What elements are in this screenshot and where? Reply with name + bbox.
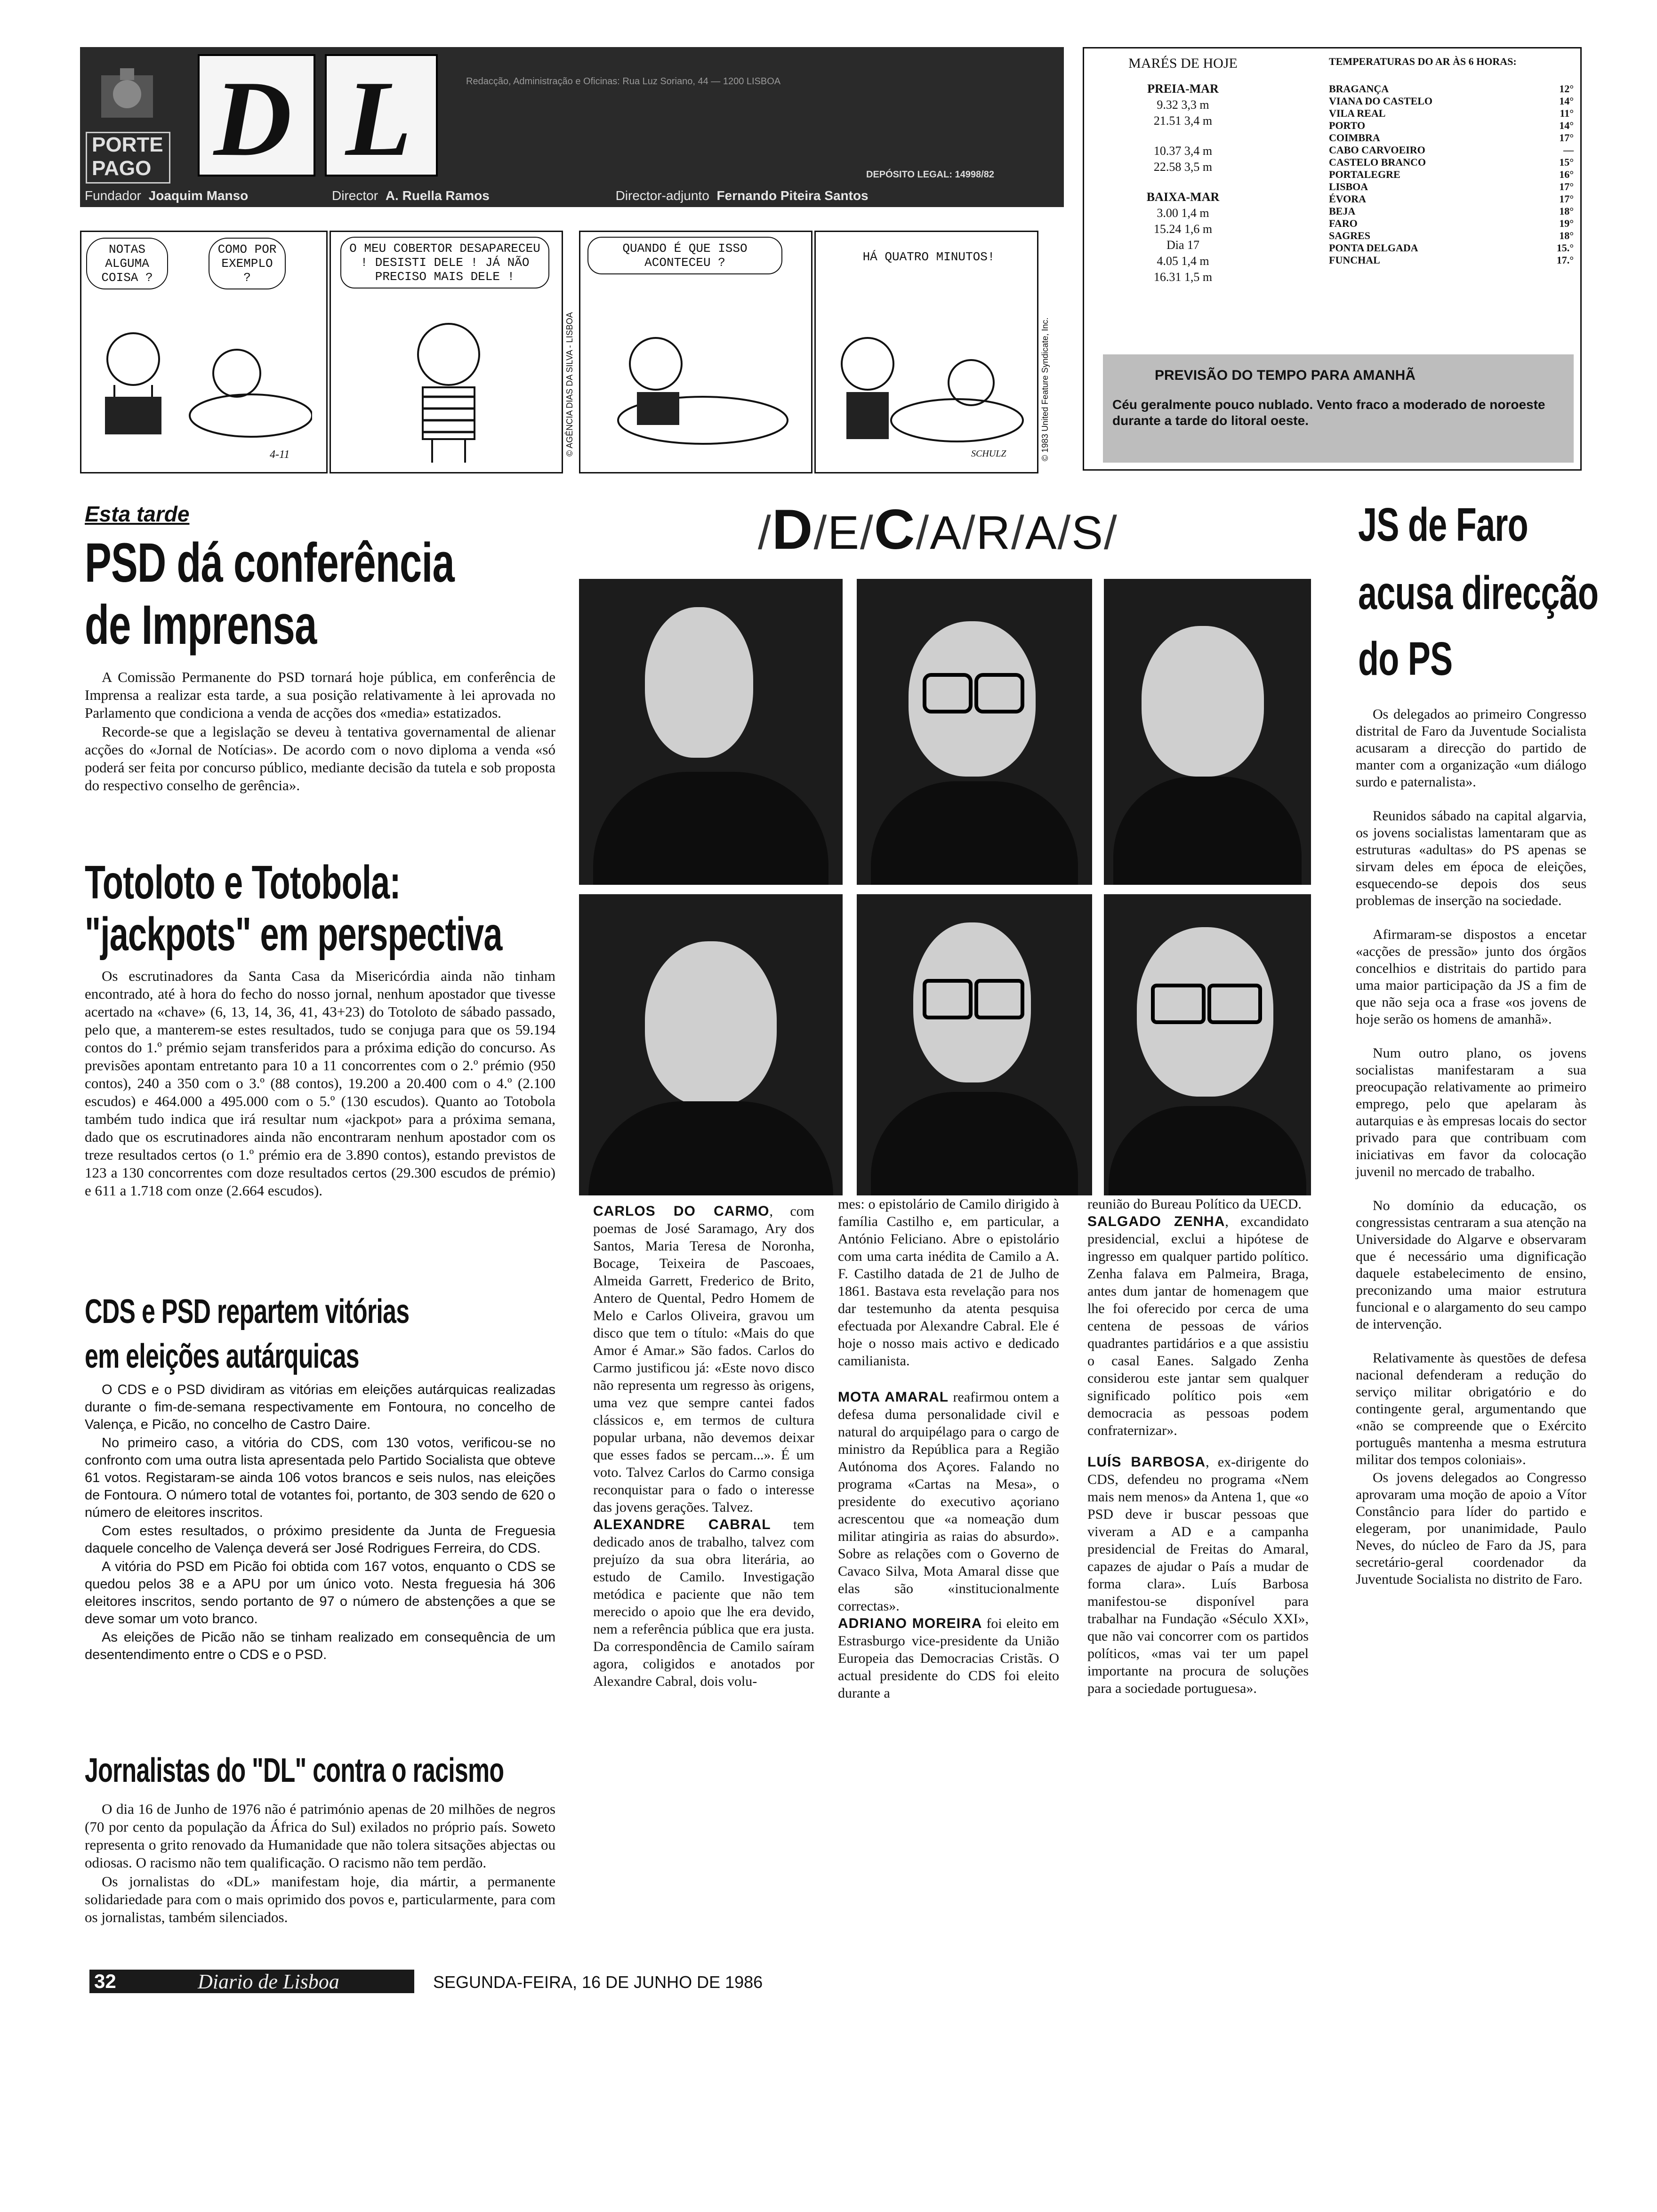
temperature-value: 14°: [1559, 120, 1574, 131]
decaras-item-bureau: [1087, 1195, 1309, 1213]
baixa-label: BAIXA-MAR: [1146, 190, 1220, 204]
temperature-city: BRAGANÇA: [1329, 83, 1389, 95]
temperature-city: PORTO: [1329, 120, 1366, 131]
temperature-row: [1329, 168, 1574, 181]
racismo-body: [85, 1800, 555, 1927]
temperature-city: FARO: [1329, 217, 1358, 229]
decaras-item-adriano: [838, 1615, 1059, 1702]
photo-salgado-zenha: [857, 894, 1092, 1195]
comic-strip: [80, 231, 1064, 475]
director-adjunto-label: Director-adjunto: [615, 188, 709, 203]
js-headline-3: do PS: [1358, 633, 1453, 685]
temperatures-panel: [1329, 56, 1574, 266]
comic-bubble-1b: COMO POR EXEMPLO ?: [209, 238, 286, 289]
decaras-name-mota: MOTA AMARAL: [838, 1389, 949, 1405]
decaras-letter-a: A: [930, 506, 962, 559]
cds-headline-1: CDS e PSD repartem vitórias: [85, 1293, 410, 1330]
decaras-col-3: [1087, 1195, 1309, 1697]
cds-p4: A vitória do PSD em Picão foi obtida com 167 votos, enquanto o CDS se quedou pelos 38 e a APU por um único voto. Nesta freguesia há 306 eleitores inscritos, sendo portanto de 97 o número de abstenções a que se deve somar um voto branco.: [85, 1559, 555, 1627]
decaras-item-zenha: [1087, 1213, 1309, 1439]
cds-p3: Com estes resultados, o próximo presidente da Junta de Freguesia daquele concelho de Valença deverá ser José Rodrigues Ferreira, do CDS.: [85, 1523, 555, 1556]
decaras-name-carlos: CARLOS DO CARMO: [593, 1203, 770, 1219]
decaras-text-mota: reafirmou ontem a defesa duma personalidade civil e natural do arquipélago para o cargo de ministro da República para a Região Autónoma dos Açores. Falando no programa «Cartas na Mesa», o presidente do executivo açoriano acrescentou que «a nomeação dum militar atingiria as raias do absurdo». Sobre as relações com o Governo de Cavaco Silva, Mota Amaral disse que elas são «institucionalmente correctas».: [838, 1389, 1059, 1614]
decaras-name-zenha: SALGADO ZENHA: [1087, 1214, 1225, 1229]
temperature-city: PONTA DELGADA: [1329, 242, 1418, 254]
temperature-city: SAGRES: [1329, 230, 1371, 241]
comic-bubble-3: QUANDO É QUE ISSO ACONTECEU ?: [587, 237, 782, 274]
decaras-letter-c: C: [874, 498, 916, 561]
temperature-row: [1329, 132, 1574, 144]
psd-p1: A Comissão Permanente do PSD tornará hoje pública, em conferência de Imprensa a realizar esta tarde, a sua posição relativamente à lei aprovada no Parlamento que condiciona a venda de acções dos «media» estatizados.: [85, 669, 555, 721]
tides-title: MARÉS DE HOJE: [1128, 56, 1238, 71]
comic-panel-1: [80, 231, 328, 473]
comic-bubble-1a: NOTAS ALGUMA COISA ?: [86, 238, 168, 289]
decaras-item-barbosa: [1087, 1453, 1309, 1697]
dl-logo-l: [325, 54, 438, 176]
decaras-item-carlos: [593, 1202, 814, 1516]
temperature-row: [1329, 217, 1574, 230]
temperatures-title: TEMPERATURAS DO AR ÀS 6 HORAS:: [1329, 56, 1517, 67]
psd-kicker: Esta tarde: [85, 502, 190, 526]
baixa-4: 16.31 1,5 m: [1153, 270, 1213, 284]
comic-bubble-2: O MEU COBERTOR DESAPARECEU ! DESISTI DELE ! JÁ NÃO PRECISO MAIS DELE !: [340, 237, 549, 289]
decaras-text-carlos: , com poemas de José Saramago, Ary dos Santos, Maria Teresa de Noronha, Bocage, Teixeira de Pascoaes, Almeida Garrett, Frederico de Brito, Antero de Quental, Pedro Homem de Melo e Carlos Oliveira, gravou um disco que tem o título: «Mais do que Amor é Amar.» São fados. Carlos do Carmo justificou já: «Este novo disco não representa um regresso às origens, uma vez que sempre cantei fados clássicos e, em termos de cultura popular urbana, não devemos deixar que esses fados se percam...». É um voto. Talvez Carlos do Carmo consiga reconquistar para o fado o interesse das jovens gerações. Talvez.: [593, 1203, 814, 1515]
director-adjunto-name: Fernando Piteira Santos: [716, 188, 869, 203]
totoloto-body: [85, 967, 555, 1201]
temperature-value: —: [1563, 144, 1574, 156]
js-body: [1356, 706, 1586, 1589]
temperature-city: VIANA DO CASTELO: [1329, 95, 1433, 107]
temperature-city: FUNCHAL: [1329, 254, 1380, 266]
decaras-title: /D/E/C/A/R/A/S/: [758, 498, 1118, 561]
totoloto-headline-2: "jackpots" em perspectiva: [85, 908, 502, 961]
temperature-value: 12°: [1559, 83, 1574, 95]
temperature-value: 14°: [1559, 95, 1574, 107]
temperatures-list: [1329, 83, 1574, 266]
decaras-name-barbosa: LUÍS BARBOSA: [1087, 1454, 1206, 1470]
temperature-city: CABO CARVOEIRO: [1329, 144, 1425, 156]
comic-panel-3: [579, 231, 812, 473]
temperature-value: 15.°: [1556, 242, 1574, 254]
baixa-2: 15.24 1,6 m: [1153, 222, 1213, 236]
temperature-value: 11°: [1560, 107, 1574, 119]
decaras-text-bureau: reunião do Bureau Político da UECD.: [1087, 1196, 1302, 1212]
totoloto-headline-1: Totoloto e Totobola:: [85, 856, 401, 909]
temperature-row: [1329, 193, 1574, 205]
decaras-letter-r: R: [976, 506, 1011, 559]
photo-mota-amaral: [1104, 579, 1311, 885]
totoloto-p1: Os escrutinadores da Santa Casa da Misericórdia ainda não tinham encontrado, até à hora do fecho do nosso jornal, nenhum apostador que tivesse acertado na «chave» (6, 13, 14, 36, 41, 43+23) do Totoloto de sábado passado, pelo que, a manterem-se estes resultados, tudo se conjuga para que os 59.194 contos do 1.º prémio sejam transferidos para a próxima edição do concurso. As previsões apontam entretanto para 10 a 11 concorrentes com o 2.º prémio (950 contos), 240 a 350 com o 3.º (88 contos), 19.200 a 20.400 com o 4.º (2.100 escudos) e 464.000 a 495.000 com o 5.º (130 escudos). Quanto ao Totobola também tudo indica que irá resultar num «jackpot» para a próxima semana, dado que os escrutinadores ainda não encontraram nenhum apostador com os treze resultados certos (o 1.º prémio era de 3.890 contos), estando previstos de 123 a 130 concorrentes com doze resultados certos (29.300 escudos de prémio) e 611 a 1.718 com onze (2.664 escudos).: [85, 968, 555, 1199]
porte-pago-box: [86, 132, 170, 184]
comic-credit-syndicate: © 1983 United Feature Syndicate, Inc.: [1040, 317, 1050, 461]
js-p6: Relativamente às questões de defesa nacional defenderam a redução do serviço militar obrigatório e do contingente geral, argumentando que «não se compreende que o Exército português mantenha a mesma estrutura militar dos tempos coloniais».: [1356, 1350, 1586, 1467]
cds-p1: O CDS e o PSD dividiram as vitórias em eleições autárquicas realizadas durante o fim-de-semana respectivamente em Fontoura, no concelho de Valença, e Picão, no concelho de Castro Daire.: [85, 1382, 555, 1432]
temperature-value: 17°: [1559, 181, 1574, 192]
temperature-row: [1329, 254, 1574, 266]
temperature-city: CASTELO BRANCO: [1329, 156, 1426, 168]
temperature-row: [1329, 205, 1574, 217]
cds-headline-2: em eleições autárquicas: [85, 1338, 359, 1375]
comic-panel-2: [330, 231, 563, 473]
decaras-col-1: [593, 1202, 814, 1690]
baixa-3: 4.05 1,4 m: [1157, 254, 1209, 268]
js-p1: Os delegados ao primeiro Congresso distrital de Faro da Juventude Socialista acusaram a direcção do partido de manter com a organização «um diálogo surdo e paternalista».: [1356, 706, 1586, 790]
js-p2: Reunidos sábado na capital algarvia, os jovens socialistas lamentaram que as estruturas «adultas» do PS apenas se sirvam deles em época de eleições, esquecendo-se depois dos seus problemas de inserção na sociedade.: [1356, 808, 1586, 908]
cds-body: [85, 1381, 555, 1665]
temperature-row: [1329, 242, 1574, 254]
forecast-panel: [1103, 354, 1574, 463]
director-label: Director: [332, 188, 378, 203]
footer-page-number: 32: [94, 1970, 116, 1992]
photo-luis-barbosa: [1104, 894, 1311, 1195]
cds-p2: No primeiro caso, a vitória do CDS, com 130 votos, verificou-se no confronto com uma outra lista apresentada pelo Partido Socialista que obteve 61 votos. Registaram-se ainda 106 votos brancos e seis nulos, nas eleições de Fontoura. O número total de votantes foi, portanto, de 303 sendo de 620 o número de eleitores inscritos.: [85, 1435, 555, 1520]
footer-date: SEGUNDA-FEIRA, 16 DE JUNHO DE 1986: [433, 1972, 763, 1992]
js-headline-2: acusa direcção: [1358, 567, 1599, 619]
decaras-text-barbosa: , ex-dirigente do CDS, defendeu no programa «Nem mais nem menos» da Antena 1, que «o PSD deve ir buscar pessoas que viveram a AD e a campanha presidencial de Freitas do Amaral, capazes de ajudar o País a mudar de forma clara». Luís Barbosa manifestou-se disponível para trabalhar na Fundação «Século XXI», que não vai concorrer com os partidos políticos, «mas vai ter um papel importante na procura de soluções para a sociedade portuguesa».: [1087, 1454, 1309, 1696]
temperature-city: ÉVORA: [1329, 193, 1367, 205]
director-name: A. Ruella Ramos: [385, 188, 490, 203]
decaras-letter-e: E: [828, 506, 860, 559]
baixa-1: 3.00 1,4 m: [1157, 206, 1209, 220]
temperature-row: [1329, 144, 1574, 156]
staff-line: [85, 188, 1059, 203]
psd-body: [85, 668, 555, 795]
temperature-value: 17°: [1559, 193, 1574, 205]
temperature-row: [1329, 230, 1574, 242]
forecast-title: PREVISÃO DO TEMPO PARA AMANHÃ: [1155, 368, 1416, 383]
temperature-row: [1329, 83, 1574, 95]
temperature-city: COIMBRA: [1329, 132, 1380, 144]
decaras-text-camilo: mes: o epistolário de Camilo dirigido à família Castilho e, em particular, a António Feliciano. Abre o epistolário com uma carta inédita de Camilo a A. F. Castilho datada de 21 de Julho de 1861. Bastava esta revelação para nos dar testemunho da atenta pesquisa efectuada por Alexandre Cabral. Ele é hoje o nosso mais activo e dedicado camilianista.: [838, 1196, 1059, 1369]
decaras-text-adriano: foi eleito em Estrasburgo vice-presidente da União Europeia das Democracias Cristãs. O actual presidente do CDS foi eleito durante a: [838, 1616, 1059, 1701]
decaras-text-alexandre: tem dedicado anos de trabalho, talvez com prejuízo da sua obra literária, ao estudo de Camilo. Investigação metódica e paciente que não tem merecido o apoio que lhe era devido, nem a referência pública que era justa. Da correspondência de Camilo saíram agora, coligidos e anotados por Alexandre Cabral, dois volu-: [593, 1517, 814, 1689]
masthead: [80, 47, 1064, 207]
temperature-row: [1329, 120, 1574, 132]
temperature-value: 18°: [1559, 205, 1574, 217]
js-headline-1: JS de Faro: [1358, 498, 1528, 551]
preia-3: 10.37 3,4 m: [1153, 144, 1213, 158]
preia-label: PREIA-MAR: [1147, 82, 1219, 96]
comic-signature: SCHULZ: [971, 449, 1006, 459]
racismo-p2: Os jornalistas do «DL» manifestam hoje, dia mártir, a permanente solidariedade para com o mais oprimido dos povos e, particularmente, para com os jornalistas, também silenciados.: [85, 1873, 555, 1925]
temperature-row: [1329, 181, 1574, 193]
cds-p5: As eleições de Picão não se tinham realizado em consequência de um desentendimento entre o CDS e o PSD.: [85, 1630, 555, 1662]
preia-1: 9.32 3,3 m: [1157, 98, 1209, 112]
js-p7: Os jovens delegados ao Congresso aprovaram uma moção de apoio a Vítor Constâncio para líder do partido e elegeram, por unanimidade, Paulo Neves, do núcleo de Faro da JS, para secretário-geral coordenador da Juventude Socialista no distrito de Faro.: [1356, 1470, 1586, 1587]
fundador-label: Fundador: [85, 188, 141, 203]
js-p3: Afirmaram-se dispostos a encetar «acções de pressão» junto dos órgãos concelhios e distritais do partido para uma maior participação da JS a fim de que não seja oca a frase «os jovens de hoje serão os homens de amanhã».: [1356, 927, 1586, 1027]
racismo-headline: Jornalistas do "DL" contra o racismo: [85, 1752, 504, 1789]
photo-alexandre-cabral: [857, 579, 1092, 885]
js-p5: No domínio da educação, os congressistas centraram a sua atenção na Universidade do Algarve e observaram que é necessário uma dignificação daquele estabelecimento de ensino, preconizando uma maior estrutura funcional e o alargamento do seu campo de intervenção.: [1356, 1198, 1586, 1332]
decaras-item-camilo: [838, 1195, 1059, 1370]
comic-bubble-4: HÁ QUATRO MINUTOS!: [825, 246, 1032, 268]
decaras-item-alexandre: [593, 1516, 814, 1690]
temperature-value: 19°: [1559, 217, 1574, 229]
decaras-letter-d: D: [772, 498, 814, 561]
decaras-text-zenha: , excandidato presidencial, exclui a hipótese de ingresso em qualquer partido político. Zenha falava em Palmeira, Braga, antes dum jantar de homenagem que lhe foi oferecido por cerca de uma centena de pessoas de vários quadrantes partidários e a que assistiu o casal Eanes. Salgado Zenha considerou este jantar sem qualquer significado político pois «em democracia as pessoas podem confraternizar».: [1087, 1214, 1309, 1438]
temperature-value: 17.°: [1556, 254, 1574, 266]
js-p4: Num outro plano, os jovens socialistas manifestaram a sua preocupação relativamente ao primeiro emprego, pelo que apelaram às autarquias e às empresas locais do sector privado para que contribuam com iniciativas em favor da colocação juvenil no mercado de trabalho.: [1356, 1045, 1586, 1179]
decaras-name-adriano: ADRIANO MOREIRA: [838, 1616, 982, 1631]
temperature-value: 17°: [1559, 132, 1574, 144]
psd-p2: Recorde-se que a legislação se deveu à tentativa governamental de alienar acções do «Jornal de Notícias». De acordo com o novo diploma a venda «só poderá ser feita por concurso público, mediante decisão da tutela e sob proposta do respectivo conselho de gerência».: [85, 723, 555, 793]
psd-headline: PSD dá conferência de Imprensa: [85, 532, 455, 656]
decaras-col-2: [838, 1195, 1059, 1702]
temperature-row: [1329, 95, 1574, 107]
pago-text: PAGO: [92, 157, 152, 180]
deposito-legal: DEPÓSITO LEGAL: 14998/82: [866, 169, 994, 180]
svg-text:D: D: [214, 58, 292, 175]
temperature-city: PORTALEGRE: [1329, 168, 1400, 180]
dl-logo-d: [198, 54, 315, 176]
temperature-city: VILA REAL: [1329, 107, 1386, 119]
temperature-city: LISBOA: [1329, 181, 1368, 192]
photo-carlos-do-carmo: [579, 579, 843, 885]
fundador-name: Joaquim Manso: [148, 188, 249, 203]
weather-box: [1083, 47, 1582, 471]
comic-drawing-4: [830, 307, 1028, 463]
comic-sign: 4-11: [270, 449, 290, 461]
temperature-row: [1329, 156, 1574, 168]
comic-drawing-3: [599, 307, 797, 463]
decaras-letter-s: S: [1071, 506, 1104, 559]
coat-of-arms-icon: [92, 66, 162, 127]
preia-4: 22.58 3,5 m: [1153, 160, 1213, 174]
masthead-address: Redacção, Administração e Oficinas: Rua Luz Soriano, 44 — 1200 LISBOA: [466, 76, 781, 87]
comic-drawing-2: [387, 317, 510, 467]
tides-day: Dia 17: [1166, 238, 1200, 252]
racismo-p1: O dia 16 de Junho de 1976 não é património apenas de 20 milhões de negros (70 por cento da população da África do Sul) exilados no próprio país. Soweto representa o grito renovado da Humanidade que não tolera sitsações abjectas ou odiosas. O racismo não tem qualificação. O racismo não tem perdão.: [85, 1801, 555, 1871]
forecast-text: Céu geralmente pouco nublado. Vento fraco a moderado de noroeste durante a tarde do litoral oeste.: [1112, 397, 1545, 428]
temperature-value: 15°: [1559, 156, 1574, 168]
comic-drawing-1: [96, 303, 312, 463]
porte-text: PORTE: [92, 133, 163, 156]
tides-panel: [1094, 56, 1272, 285]
temperature-row: [1329, 107, 1574, 120]
decaras-item-mota: [838, 1388, 1059, 1615]
comic-panel-4: [814, 231, 1038, 473]
decaras-letter-a2: A: [1025, 506, 1058, 559]
svg-text:L: L: [346, 58, 412, 175]
temperature-value: 18°: [1559, 230, 1574, 241]
photo-adriano-moreira: [579, 894, 843, 1195]
footer-paper-name: Diario de Lisboa: [198, 1970, 339, 1993]
decaras-name-alexandre: ALEXANDRE CABRAL: [593, 1517, 771, 1532]
temperature-value: 16°: [1559, 168, 1574, 180]
comic-credit-agency: © AGÊNCIA DIAS DA SILVA - LISBOA: [565, 312, 574, 457]
preia-2: 21.51 3,4 m: [1153, 114, 1213, 128]
temperature-city: BEJA: [1329, 205, 1356, 217]
